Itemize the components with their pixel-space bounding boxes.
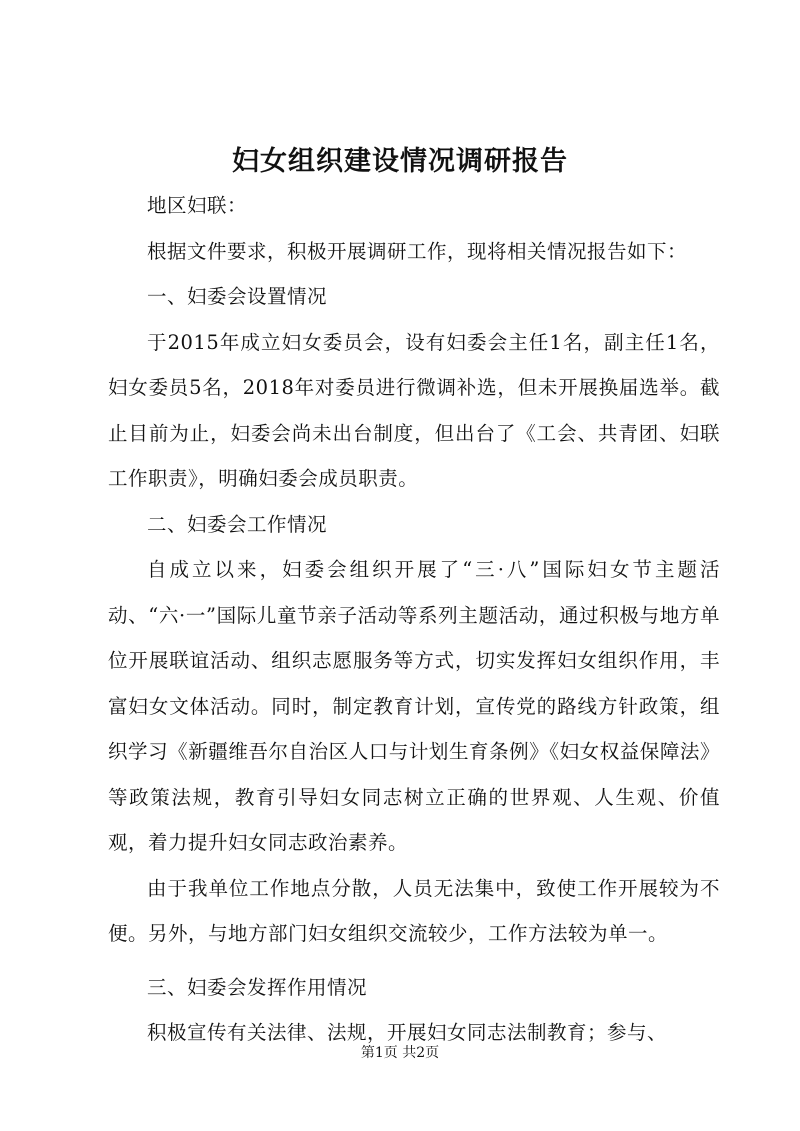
intro-paragraph: 根据文件要求，积极开展调研工作，现将相关情况报告如下： (147, 239, 688, 263)
section-heading-1: 一、妇委会设置情况 (147, 285, 328, 308)
section-3-paragraph: 积极宣传有关法律、法规，开展妇女同志法制教育；参与、 (147, 1021, 668, 1044)
document-body (108, 183, 720, 1056)
section-heading-3: 三、妇委会发挥作用情况 (147, 975, 368, 999)
section-2-paragraph-2: 由于我单位工作地点分散，人员无法集中，致使工作开展较为不便。另外，与地方部门妇女组织交流较少，工作方法较为单一。 (108, 876, 720, 945)
section-heading-2: 二、妇委会工作情况 (147, 512, 328, 536)
salutation: 地区妇联： (147, 194, 248, 217)
document-title: 妇女组织建设情况调研报告 (232, 146, 568, 177)
section-2-paragraph-1: 自成立以来，妇委会组织开展了“三·八”国际妇女节主题活动、“六·一”国际儿童节亲子活动等系列主题活动，通过积极与地方单位开展联谊活动、组织志愿服务等方式，切实发挥妇女组织作用，丰富妇女文体活动。同时，制定教育计划，宣传党的路线方针政策，组织学习《新疆维吾尔自治区人口与计划生育条例》《妇女权益保障法》等政策法规，教育引导妇女同志树立正确的世界观、人生观、价值观，着力提升妇女同志政治素养。 (108, 558, 720, 854)
section-1-paragraph: 于2015年成立妇女委员会，设有妇委会主任1名，副主任1名，妇女委员5名，2018年对委员进行微调补选，但未开展换届选举。截止目前为止，妇委会尚未出台制度，但出台了《工会、共青团、妇联工作职责》，明确妇委会成员职责。 (108, 330, 720, 490)
page-number-footer: 第1页 共2页 (360, 1045, 440, 1061)
